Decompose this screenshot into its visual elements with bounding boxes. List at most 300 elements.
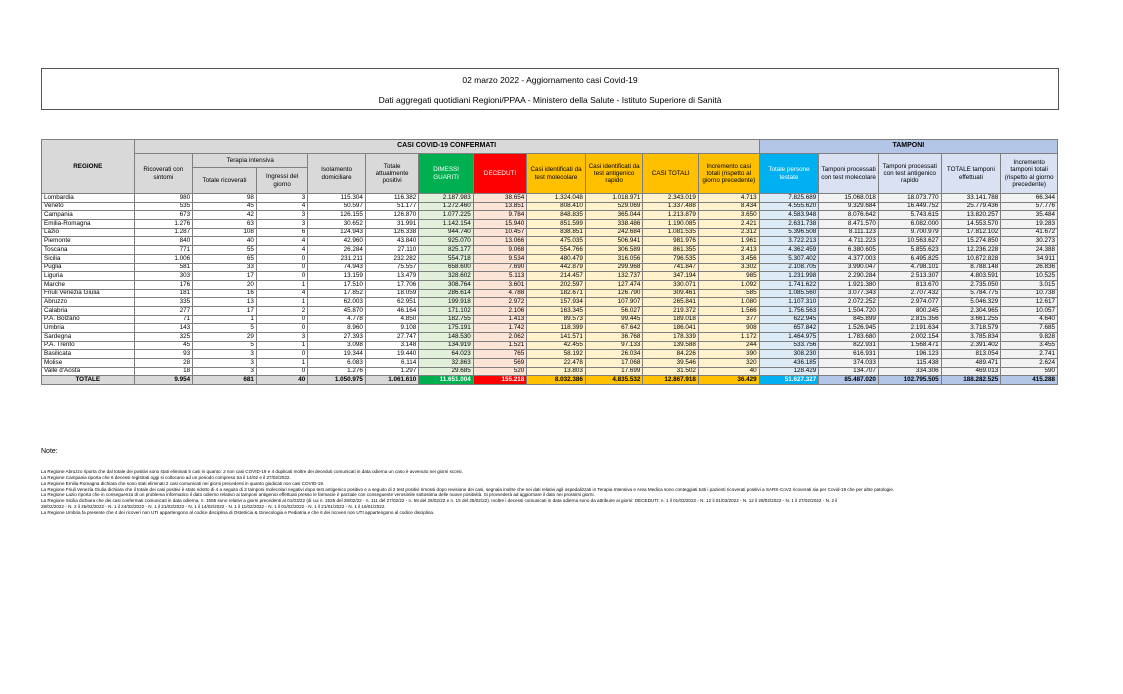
col-header-incremento: Incremento casi totali (rispetto al giorno precedente) bbox=[698, 154, 759, 194]
value-cell: 5.743.615 bbox=[878, 211, 941, 220]
value-cell: 3.722.213 bbox=[759, 237, 819, 246]
report-subtitle: Dati aggregati quotidiani Regioni/PPAA - Ministero della Salute - Istituto Superiore di Sanità bbox=[378, 95, 722, 105]
value-cell: 126.870 bbox=[365, 211, 418, 220]
col-header-ti-totale: Totale ricoverati bbox=[193, 168, 257, 194]
value-cell: 27.393 bbox=[308, 333, 366, 342]
table-row bbox=[42, 211, 1058, 220]
value-cell: 374.033 bbox=[819, 359, 879, 368]
value-cell: 40 bbox=[193, 237, 257, 246]
region-name-cell: Puglia bbox=[42, 263, 135, 272]
value-cell: 520 bbox=[473, 367, 526, 376]
table-row bbox=[42, 359, 1058, 368]
value-cell: 9.329.684 bbox=[819, 202, 879, 211]
value-cell: 19.344 bbox=[308, 350, 366, 359]
value-cell: 9.700.979 bbox=[878, 228, 941, 237]
value-cell: 17.699 bbox=[585, 367, 643, 376]
value-cell: 27.747 bbox=[365, 333, 418, 342]
value-cell: 148.530 bbox=[419, 333, 473, 342]
value-cell: 1.287 bbox=[134, 228, 193, 237]
value-cell: 8.076.642 bbox=[819, 211, 879, 220]
value-cell: 42.960 bbox=[308, 237, 366, 246]
value-cell: 15.274.850 bbox=[941, 237, 1001, 246]
value-cell: 3.015 bbox=[1001, 280, 1058, 289]
total-value-cell: 8.032.386 bbox=[527, 376, 586, 385]
value-cell: 848.835 bbox=[527, 211, 586, 220]
value-cell: 1.092 bbox=[698, 280, 759, 289]
value-cell: 1.190.085 bbox=[643, 220, 699, 229]
region-name-cell: P.A. Bolzano bbox=[42, 315, 135, 324]
table-row bbox=[42, 272, 1058, 281]
value-cell: 15.068.018 bbox=[819, 194, 879, 203]
value-cell: 202.597 bbox=[527, 280, 586, 289]
col-header-dimessi: DIMESSI GUARITI bbox=[419, 154, 473, 194]
value-cell: 26.284 bbox=[308, 246, 366, 255]
value-cell: 5 bbox=[193, 324, 257, 333]
table-row bbox=[42, 298, 1058, 307]
total-value-cell: 415.288 bbox=[1001, 376, 1058, 385]
value-cell: 42 bbox=[193, 211, 257, 220]
value-cell: 3.148 bbox=[365, 341, 418, 350]
note-line: 28/02/2022 - N. 2 il 25/02/2022 - N. 1 il 24/02/2022 - N. 1 il 21/02/2022 - N. 1 il 14/02/2022 - N. 1 il 11/02/2022 - N. 1 il 01/02/2022 - N. 1 il 21/01/2022 - N. 1 il 16/01/2022. bbox=[41, 504, 386, 510]
note-line: La Regione Abruzzo riporta che dal totale dei positivi sono stati eliminati 5 casi in quanto: 2 non casi COVID-19 e 4 duplicati Inoltre dei deceduti comunicati in data odierna un caso è avvenuto nei giorni scorsi. bbox=[41, 468, 463, 474]
value-cell: 7.685 bbox=[1001, 324, 1058, 333]
table-row bbox=[42, 289, 1058, 298]
value-cell: 182.671 bbox=[527, 289, 586, 298]
value-cell: 3.990.047 bbox=[819, 263, 879, 272]
value-cell: 2.290.284 bbox=[819, 272, 879, 281]
value-cell: 62.951 bbox=[365, 298, 418, 307]
value-cell: 28 bbox=[134, 359, 193, 368]
value-cell: 10.738 bbox=[1001, 289, 1058, 298]
value-cell: 1.742 bbox=[473, 324, 526, 333]
value-cell: 306.589 bbox=[585, 246, 643, 255]
value-cell: 7.825.689 bbox=[759, 194, 819, 203]
value-cell: 127.474 bbox=[585, 280, 643, 289]
value-cell: 2.413 bbox=[698, 246, 759, 255]
value-cell: 985 bbox=[698, 272, 759, 281]
region-name-cell: Lazio bbox=[42, 228, 135, 237]
value-cell: 30.652 bbox=[308, 220, 366, 229]
value-cell: 39.546 bbox=[643, 359, 699, 368]
value-cell: 506.941 bbox=[585, 237, 643, 246]
value-cell: 26.836 bbox=[1001, 263, 1058, 272]
value-cell: 56.027 bbox=[585, 306, 643, 315]
value-cell: 442.879 bbox=[527, 263, 586, 272]
value-cell: 1.961 bbox=[698, 237, 759, 246]
value-cell: 328.602 bbox=[419, 272, 473, 281]
value-cell: 840 bbox=[134, 237, 193, 246]
value-cell: 2.972 bbox=[473, 298, 526, 307]
value-cell: 1.276 bbox=[308, 367, 366, 376]
table-row bbox=[42, 263, 1058, 272]
value-cell: 45 bbox=[134, 341, 193, 350]
table-row bbox=[42, 280, 1058, 289]
value-cell: 4 bbox=[256, 289, 307, 298]
value-cell: 5.307.402 bbox=[759, 254, 819, 263]
value-cell: 1 bbox=[256, 280, 307, 289]
value-cell: 108 bbox=[193, 228, 257, 237]
region-name-cell: Basilicata bbox=[42, 350, 135, 359]
value-cell: 0 bbox=[256, 254, 307, 263]
value-cell: 231.211 bbox=[308, 254, 366, 263]
value-cell: 277 bbox=[134, 306, 193, 315]
value-cell: 1.077.225 bbox=[419, 211, 473, 220]
value-cell: 9.784 bbox=[473, 211, 526, 220]
value-cell: 46.164 bbox=[365, 306, 418, 315]
value-cell: 0 bbox=[256, 272, 307, 281]
value-cell: 18.073.770 bbox=[878, 194, 941, 203]
value-cell: 535 bbox=[134, 202, 193, 211]
value-cell: 116.382 bbox=[365, 194, 418, 203]
value-cell: 10.872.828 bbox=[941, 254, 1001, 263]
value-cell: 800.245 bbox=[878, 306, 941, 315]
value-cell: 42.455 bbox=[527, 341, 586, 350]
value-cell: 126.338 bbox=[365, 228, 418, 237]
value-cell: 17 bbox=[193, 306, 257, 315]
value-cell: 658.600 bbox=[419, 263, 473, 272]
value-cell: 4.583.948 bbox=[759, 211, 819, 220]
value-cell: 93 bbox=[134, 350, 193, 359]
value-cell: 825.177 bbox=[419, 246, 473, 255]
value-cell: 13.803 bbox=[527, 367, 586, 376]
col-header-positivi: Totale attualmente positivi bbox=[365, 154, 418, 194]
value-cell: 0 bbox=[256, 324, 307, 333]
value-cell: 13 bbox=[193, 298, 257, 307]
value-cell: 17.812.102 bbox=[941, 228, 1001, 237]
value-cell: 33 bbox=[193, 263, 257, 272]
value-cell: 2.421 bbox=[698, 220, 759, 229]
notes-list bbox=[41, 469, 1061, 516]
value-cell: 286.614 bbox=[419, 289, 473, 298]
value-cell: 9.108 bbox=[365, 324, 418, 333]
value-cell: 2.304.965 bbox=[941, 306, 1001, 315]
table-row bbox=[42, 333, 1058, 342]
value-cell: 9.828 bbox=[1001, 333, 1058, 342]
total-value-cell: 85.487.020 bbox=[819, 376, 879, 385]
value-cell: 45 bbox=[193, 202, 257, 211]
region-name-cell: Umbria bbox=[42, 324, 135, 333]
value-cell: 10.457 bbox=[473, 228, 526, 237]
value-cell: 8.960 bbox=[308, 324, 366, 333]
value-cell: 590 bbox=[1001, 367, 1058, 376]
value-cell: 134.707 bbox=[819, 367, 879, 376]
value-cell: 3.456 bbox=[698, 254, 759, 263]
value-cell: 17.510 bbox=[308, 280, 366, 289]
value-cell: 35.484 bbox=[1001, 211, 1058, 220]
value-cell: 6.083 bbox=[308, 359, 366, 368]
value-cell: 5.855.623 bbox=[878, 246, 941, 255]
value-cell: 3.601 bbox=[473, 280, 526, 289]
value-cell: 1.568.471 bbox=[878, 341, 941, 350]
value-cell: 67.642 bbox=[585, 324, 643, 333]
value-cell: 4 bbox=[256, 237, 307, 246]
table-row bbox=[42, 220, 1058, 229]
value-cell: 32.863 bbox=[419, 359, 473, 368]
value-cell: 8.471.570 bbox=[819, 220, 879, 229]
value-cell: 12.236.228 bbox=[941, 246, 1001, 255]
note-line: La Regione Campania riporta che 6 decessi registrati oggi si collocano ad un periodo compreso tra il 14/02 e il 27/02/2022. bbox=[41, 474, 291, 480]
value-cell: 18.059 bbox=[365, 289, 418, 298]
region-name-cell: P.A. Trento bbox=[42, 341, 135, 350]
value-cell: 808.410 bbox=[527, 202, 586, 211]
value-cell: 2.513.307 bbox=[878, 272, 941, 281]
value-cell: 26.034 bbox=[585, 350, 643, 359]
value-cell: 3.302 bbox=[698, 263, 759, 272]
value-cell: 40 bbox=[698, 367, 759, 376]
value-cell: 622.945 bbox=[759, 315, 819, 324]
value-cell: 175.191 bbox=[419, 324, 473, 333]
value-cell: 2.631.738 bbox=[759, 220, 819, 229]
value-cell: 338.486 bbox=[585, 220, 643, 229]
value-cell: 4 bbox=[256, 246, 307, 255]
value-cell: 3 bbox=[256, 194, 307, 203]
value-cell: 2.735.050 bbox=[941, 280, 1001, 289]
value-cell: 57.776 bbox=[1001, 202, 1058, 211]
value-cell: 4.377.003 bbox=[819, 254, 879, 263]
value-cell: 6.114 bbox=[365, 359, 418, 368]
value-cell: 97.133 bbox=[585, 341, 643, 350]
value-cell: 143 bbox=[134, 324, 193, 333]
table-row bbox=[42, 254, 1058, 263]
group-header-tamponi: TAMPONI bbox=[759, 140, 1057, 154]
value-cell: 17.706 bbox=[365, 280, 418, 289]
value-cell: 126.790 bbox=[585, 289, 643, 298]
value-cell: 51.177 bbox=[365, 202, 418, 211]
value-cell: 1 bbox=[256, 341, 307, 350]
table-row bbox=[42, 306, 1058, 315]
value-cell: 347.194 bbox=[643, 272, 699, 281]
value-cell: 3.098 bbox=[308, 341, 366, 350]
value-cell: 41.672 bbox=[1001, 228, 1058, 237]
value-cell: 242.684 bbox=[585, 228, 643, 237]
col-header-isolamento: Isolamento domiciliare bbox=[308, 154, 366, 194]
value-cell: 17.852 bbox=[308, 289, 366, 298]
value-cell: 2.312 bbox=[698, 228, 759, 237]
region-name-cell: Piemonte bbox=[42, 237, 135, 246]
total-value-cell: 12.867.918 bbox=[643, 376, 699, 385]
total-value-cell: 9.954 bbox=[134, 376, 193, 385]
value-cell: 13.159 bbox=[308, 272, 366, 281]
value-cell: 1.006 bbox=[134, 254, 193, 263]
value-cell: 9.068 bbox=[473, 246, 526, 255]
value-cell: 50.597 bbox=[308, 202, 366, 211]
value-cell: 2.108.705 bbox=[759, 263, 819, 272]
note-line: La Regione Lazio riporta che in conseguenza di un problema informatico il dato odierno relativo ai tamponi antigenici effettuati presso le farmacie è parziale con conseguente verosimile sottostima delle nuove positività. Si provvederà ad aggiornare il dato nei prossimi giorni. bbox=[41, 492, 595, 498]
total-value-cell: 188.282.525 bbox=[941, 376, 1001, 385]
value-cell: 2.187.983 bbox=[419, 194, 473, 203]
value-cell: 1.783.680 bbox=[819, 333, 879, 342]
col-header-tamp-ant: Tamponi processati con test antigenico rapido bbox=[878, 154, 941, 194]
value-cell: 43.840 bbox=[365, 237, 418, 246]
total-value-cell: 11.651.004 bbox=[419, 376, 473, 385]
value-cell: 299.968 bbox=[585, 263, 643, 272]
value-cell: 4.850 bbox=[365, 315, 418, 324]
value-cell: 2.815.356 bbox=[878, 315, 941, 324]
value-cell: 219.372 bbox=[643, 306, 699, 315]
value-cell: 115.304 bbox=[308, 194, 366, 203]
value-cell: 475.035 bbox=[527, 237, 586, 246]
value-cell: 1.741.622 bbox=[759, 280, 819, 289]
value-cell: 134.919 bbox=[419, 341, 473, 350]
value-cell: 139.588 bbox=[643, 341, 699, 350]
value-cell: 3.455 bbox=[1001, 341, 1058, 350]
value-cell: 2.974.077 bbox=[878, 298, 941, 307]
value-cell: 2.002.154 bbox=[878, 333, 941, 342]
value-cell: 1.018.971 bbox=[585, 194, 643, 203]
value-cell: 944.740 bbox=[419, 228, 473, 237]
value-cell: 335 bbox=[134, 298, 193, 307]
value-cell: 1.276 bbox=[134, 220, 193, 229]
value-cell: 365.044 bbox=[585, 211, 643, 220]
value-cell: 1.521 bbox=[473, 341, 526, 350]
value-cell: 4.798.101 bbox=[878, 263, 941, 272]
value-cell: 62.003 bbox=[308, 298, 366, 307]
value-cell: 480.479 bbox=[527, 254, 586, 263]
value-cell: 554.718 bbox=[419, 254, 473, 263]
region-name-cell: Veneto bbox=[42, 202, 135, 211]
value-cell: 29 bbox=[193, 333, 257, 342]
region-name-cell: Sardegna bbox=[42, 333, 135, 342]
value-cell: 2.624 bbox=[1001, 359, 1058, 368]
value-cell: 124.943 bbox=[308, 228, 366, 237]
region-name-cell: Marche bbox=[42, 280, 135, 289]
value-cell: 74.943 bbox=[308, 263, 366, 272]
value-cell: 1.080 bbox=[698, 298, 759, 307]
value-cell: 1.566 bbox=[698, 306, 759, 315]
value-cell: 529.069 bbox=[585, 202, 643, 211]
value-cell: 189.018 bbox=[643, 315, 699, 324]
value-cell: 214.457 bbox=[527, 272, 586, 281]
value-cell: 22.478 bbox=[527, 359, 586, 368]
value-cell: 673 bbox=[134, 211, 193, 220]
value-cell: 13.820.257 bbox=[941, 211, 1001, 220]
value-cell: 65 bbox=[193, 254, 257, 263]
value-cell: 3.650 bbox=[698, 211, 759, 220]
region-name-cell: Valle d'Aosta bbox=[42, 367, 135, 376]
value-cell: 25.779.436 bbox=[941, 202, 1001, 211]
value-cell: 3 bbox=[193, 367, 257, 376]
col-header-tamp-mol: Tamponi processati con test molecolare bbox=[819, 154, 879, 194]
table-row bbox=[42, 315, 1058, 324]
region-name-cell: Sicilia bbox=[42, 254, 135, 263]
value-cell: 334.306 bbox=[878, 367, 941, 376]
value-cell: 533.756 bbox=[759, 341, 819, 350]
value-cell: 1.756.563 bbox=[759, 306, 819, 315]
value-cell: 29.685 bbox=[419, 367, 473, 376]
region-name-cell: Toscana bbox=[42, 246, 135, 255]
value-cell: 7.690 bbox=[473, 263, 526, 272]
col-header-casi-totali: CASI TOTALI bbox=[643, 154, 699, 194]
value-cell: 19.283 bbox=[1001, 220, 1058, 229]
table-row bbox=[42, 341, 1058, 350]
value-cell: 4.778 bbox=[308, 315, 366, 324]
value-cell: 2.062 bbox=[473, 333, 526, 342]
total-row bbox=[42, 376, 1058, 385]
value-cell: 16.449.752 bbox=[878, 202, 941, 211]
value-cell: 244 bbox=[698, 341, 759, 350]
value-cell: 838.851 bbox=[527, 228, 586, 237]
value-cell: 308.230 bbox=[759, 350, 819, 359]
group-header-casi: CASI COVID-19 CONFERMATI bbox=[134, 140, 759, 154]
region-name-cell: Emilia-Romagna bbox=[42, 220, 135, 229]
total-label-cell: TOTALE bbox=[42, 376, 135, 385]
value-cell: 66.344 bbox=[1001, 194, 1058, 203]
value-cell: 16 bbox=[193, 289, 257, 298]
value-cell: 771 bbox=[134, 246, 193, 255]
value-cell: 741.847 bbox=[643, 263, 699, 272]
region-name-cell: Abruzzo bbox=[42, 298, 135, 307]
col-header-regione: REGIONE bbox=[42, 140, 135, 194]
table-row bbox=[42, 367, 1058, 376]
table-row bbox=[42, 324, 1058, 333]
total-value-cell: 4.835.532 bbox=[585, 376, 643, 385]
value-cell: 199.918 bbox=[419, 298, 473, 307]
region-name-cell: Liguria bbox=[42, 272, 135, 281]
total-value-cell: 51.627.327 bbox=[759, 376, 819, 385]
value-cell: 6.380.605 bbox=[819, 246, 879, 255]
value-cell: 5 bbox=[193, 341, 257, 350]
value-cell: 2.191.634 bbox=[878, 324, 941, 333]
value-cell: 141.571 bbox=[527, 333, 586, 342]
value-cell: 436.185 bbox=[759, 359, 819, 368]
note-line: La Regione Emilia Romagna dichiara che sono stati eliminati 2 casi comunicati nei giorni precedenti in quanto giudicati non casi COVID-19. bbox=[41, 480, 325, 486]
table-row bbox=[42, 246, 1058, 255]
region-name-cell: Friuli Venezia Giulia bbox=[42, 289, 135, 298]
value-cell: 13.851 bbox=[473, 202, 526, 211]
value-cell: 325 bbox=[134, 333, 193, 342]
value-cell: 4.640 bbox=[1001, 315, 1058, 324]
value-cell: 20 bbox=[193, 280, 257, 289]
notes-title: Note: bbox=[41, 448, 58, 455]
value-cell: 4.713 bbox=[698, 194, 759, 203]
value-cell: 1.337.488 bbox=[643, 202, 699, 211]
total-value-cell: 36.429 bbox=[698, 376, 759, 385]
value-cell: 265.841 bbox=[643, 298, 699, 307]
value-cell: 861.355 bbox=[643, 246, 699, 255]
value-cell: 13.066 bbox=[473, 237, 526, 246]
value-cell: 17 bbox=[193, 272, 257, 281]
value-cell: 1.081.535 bbox=[643, 228, 699, 237]
value-cell: 2.391.402 bbox=[941, 341, 1001, 350]
value-cell: 1.213.879 bbox=[643, 211, 699, 220]
col-header-ti-ingressi: Ingressi del giorno bbox=[256, 168, 307, 194]
value-cell: 14.553.570 bbox=[941, 220, 1001, 229]
value-cell: 232.282 bbox=[365, 254, 418, 263]
value-cell: 19.440 bbox=[365, 350, 418, 359]
value-cell: 1.324.048 bbox=[527, 194, 586, 203]
value-cell: 31.502 bbox=[643, 367, 699, 376]
value-cell: 6 bbox=[256, 228, 307, 237]
table-row bbox=[42, 237, 1058, 246]
value-cell: 5.113 bbox=[473, 272, 526, 281]
value-cell: 31.991 bbox=[365, 220, 418, 229]
value-cell: 925.070 bbox=[419, 237, 473, 246]
col-header-ricoverati: Ricoverati con sintomi bbox=[134, 154, 193, 194]
value-cell: 10.563.627 bbox=[878, 237, 941, 246]
value-cell: 585 bbox=[698, 289, 759, 298]
value-cell: 3 bbox=[256, 220, 307, 229]
region-name-cell: Campania bbox=[42, 211, 135, 220]
value-cell: 5.784.775 bbox=[941, 289, 1001, 298]
value-cell: 2.106 bbox=[473, 306, 526, 315]
value-cell: 2.707.432 bbox=[878, 289, 941, 298]
value-cell: 1.107.310 bbox=[759, 298, 819, 307]
region-name-cell: Calabria bbox=[42, 306, 135, 315]
value-cell: 15.940 bbox=[473, 220, 526, 229]
value-cell: 126.155 bbox=[308, 211, 366, 220]
value-cell: 118.399 bbox=[527, 324, 586, 333]
value-cell: 178.339 bbox=[643, 333, 699, 342]
